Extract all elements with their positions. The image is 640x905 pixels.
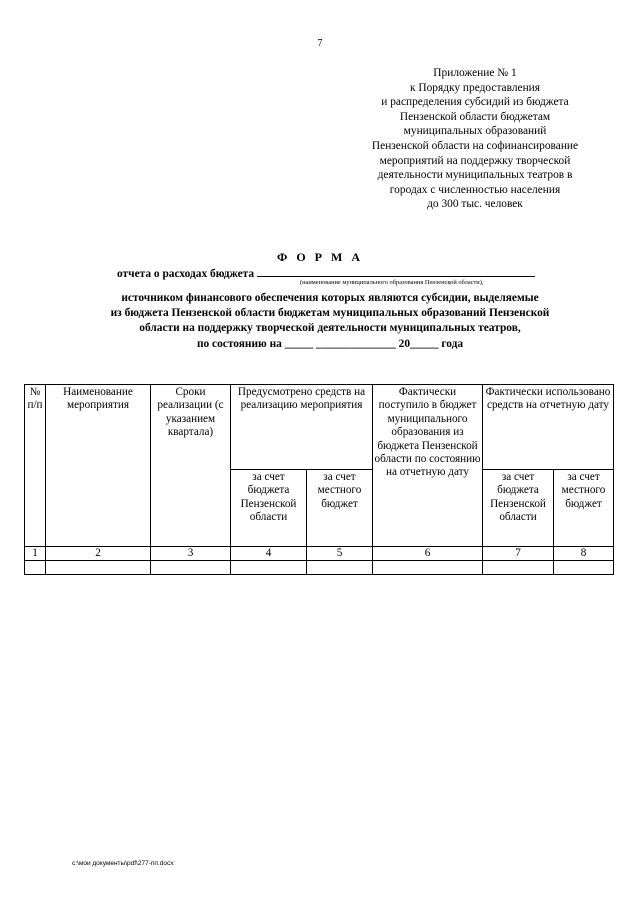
column-number: 5 (307, 547, 373, 561)
header-num: № п/п (25, 385, 46, 547)
source-line: из бюджета Пензенской области бюджетам муниципальных образований Пензенской (110, 307, 550, 320)
empty-data-row (25, 561, 614, 575)
table-cell (25, 561, 46, 575)
report-table (24, 384, 614, 575)
appendix-line: Приложение № 1 (433, 67, 517, 79)
table-cell (554, 561, 614, 575)
report-line (117, 265, 535, 280)
column-number: 2 (46, 547, 151, 561)
header-terms: Сроки реализации (с указанием квартала) (151, 385, 231, 547)
table-cell (231, 561, 307, 575)
column-number: 4 (231, 547, 307, 561)
source-line: области на поддержку творческой деятельности муниципальных театров, (139, 322, 521, 335)
appendix-line: муниципальных образований (403, 125, 547, 138)
appendix-line: Пензенской области бюджетам (399, 110, 551, 123)
column-number: 7 (483, 547, 554, 561)
column-number-row (25, 547, 614, 561)
table-cell (151, 561, 231, 575)
form-title: Ф О Р М А (277, 250, 363, 264)
report-label: отчета о расходах бюджета (117, 268, 255, 280)
appendix-line: Пензенской области на софинансирование (371, 139, 579, 152)
source-description (60, 291, 600, 352)
header-planned-local: за счет местного бюджет (307, 470, 373, 547)
page-number: 7 (317, 38, 323, 49)
table-cell (483, 561, 554, 575)
appendix-line: мероприятий на поддержку творческой (379, 154, 571, 167)
appendix-line: и распределения субсидий из бюджета (381, 96, 569, 109)
column-number: 6 (373, 547, 483, 561)
table-cell (373, 561, 483, 575)
column-number: 3 (151, 547, 231, 561)
header-planned: Предусмотрено средств на реализацию мероприятия (231, 385, 373, 470)
header-used: Фактически использовано средств на отчетную дату (483, 385, 614, 470)
municipality-blank (257, 265, 535, 277)
appendix-line: до 300 тыс. человек (427, 198, 523, 211)
appendix-line: городах с численностью населения (389, 183, 561, 196)
appendix-line: деятельности муниципальных театров в (377, 169, 573, 182)
source-line: источником финансового обеспечения которых являются субсидии, выделяемые (121, 292, 539, 304)
file-path-footer: c:\мои документы\pdf\277-пп.docx (72, 860, 174, 867)
column-number: 8 (554, 547, 614, 561)
table-cell (307, 561, 373, 575)
header-used-regional: за счет бюджета Пензенской области (483, 470, 554, 547)
source-line: по состоянию на _____ ______________ 20_____ года (196, 337, 464, 350)
header-used-local: за счет местного бюджет (554, 470, 614, 547)
header-name: Наименование мероприятия (46, 385, 151, 547)
appendix-block (345, 66, 605, 212)
header-planned-regional: за счет бюджета Пензенской области (231, 470, 307, 547)
column-number: 1 (25, 547, 46, 561)
table-cell (46, 561, 151, 575)
report-hint: (наименование муниципального образования Пензенской области), (300, 279, 484, 286)
header-received: Фактически поступило в бюджет муниципального образования из бюджета Пензенской области по состоянию на отчетную дату (373, 385, 483, 547)
appendix-line: к Порядку предоставления (409, 81, 541, 94)
